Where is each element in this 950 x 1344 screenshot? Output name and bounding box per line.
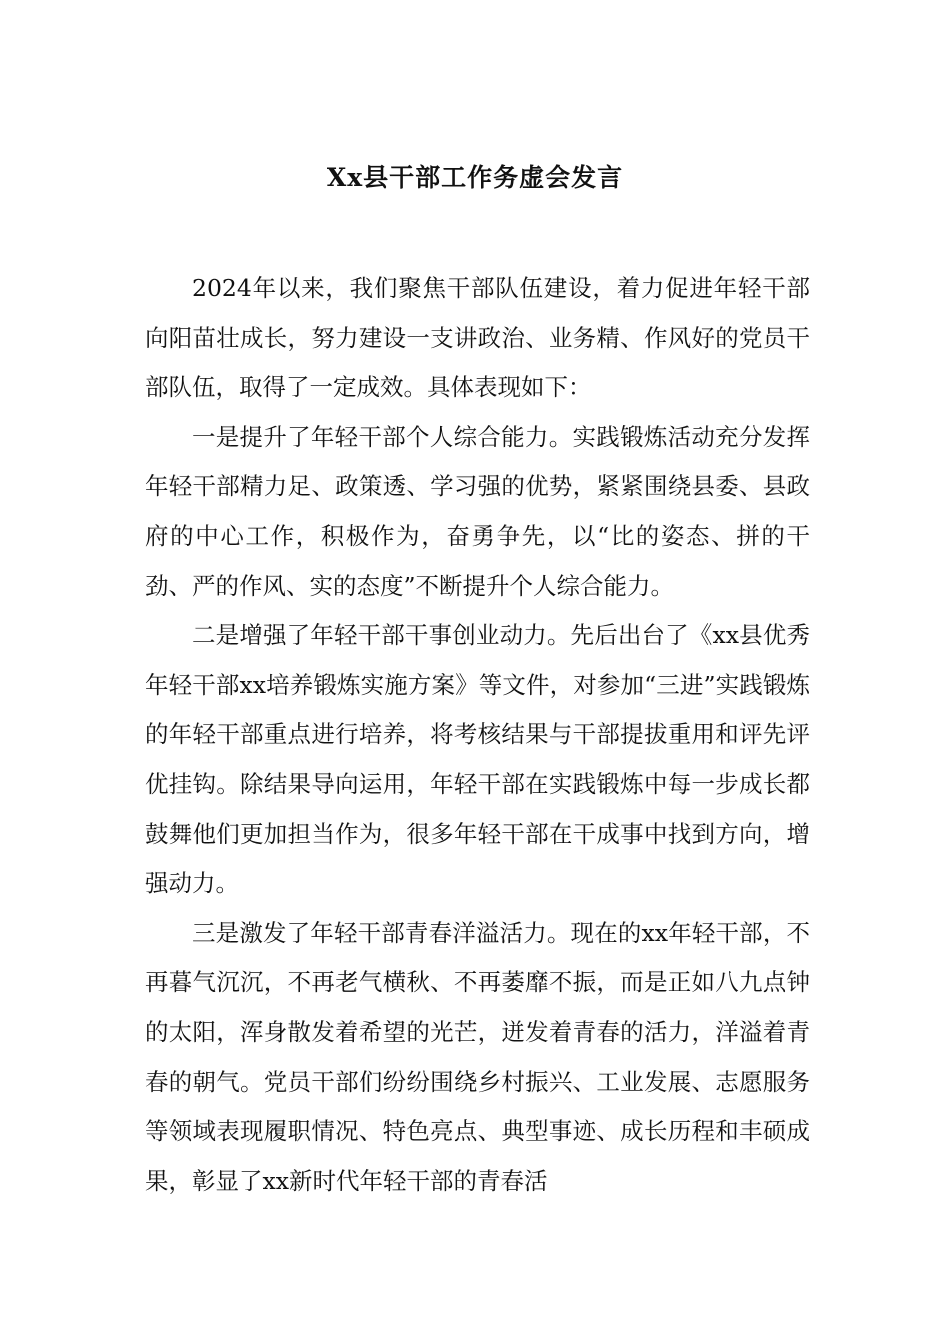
- paragraph-point-three: 三是激发了年轻干部青春洋溢活力。现在的xx年轻干部，不再暮气沉沉，不再老气横秋、不再萎靡不振，而是正如八九点钟的太阳，浑身散发着希望的光芒，迸发着青春的活力，洋溢着青春的朝气。党员干部们纷纷围绕乡村振兴、工业发展、志愿服务等领域表现履职情况、特色亮点、典型事迹、成长历程和丰硕成果，彰显了xx新时代年轻干部的青春活: [145, 918, 810, 1195]
- paragraph-intro: 2024年以来，我们聚焦干部队伍建设，着力促进年轻干部向阳苗壮成长，努力建设一支讲政治、业务精、作风好的党员干部队伍，取得了一定成效。具体表现如下：: [145, 274, 810, 402]
- document-body: [145, 264, 810, 1206]
- paragraph-point-two: 二是增强了年轻干部干事创业动力。先后出台了《xx县优秀年轻干部xx培养锻炼实施方案》等文件，对参加“三进”实践锻炼的年轻干部重点进行培养，将考核结果与干部提拔重用和评先评优挂钩。除结果导向运用，年轻干部在实践锻炼中每一步成长都鼓舞他们更加担当作为，很多年轻干部在干成事中找到方向，增强动力。: [145, 621, 810, 898]
- document-title: Xx县干部工作务虚会发言: [326, 163, 624, 192]
- paragraph-point-one: 一是提升了年轻干部个人综合能力。实践锻炼活动充分发挥年轻干部精力足、政策透、学习强的优势，紧紧围绕县委、县政府的中心工作，积极作为，奋勇争先，以“比的姿态、拼的干劲、严的作风、实的态度”不断提升个人综合能力。: [145, 422, 810, 600]
